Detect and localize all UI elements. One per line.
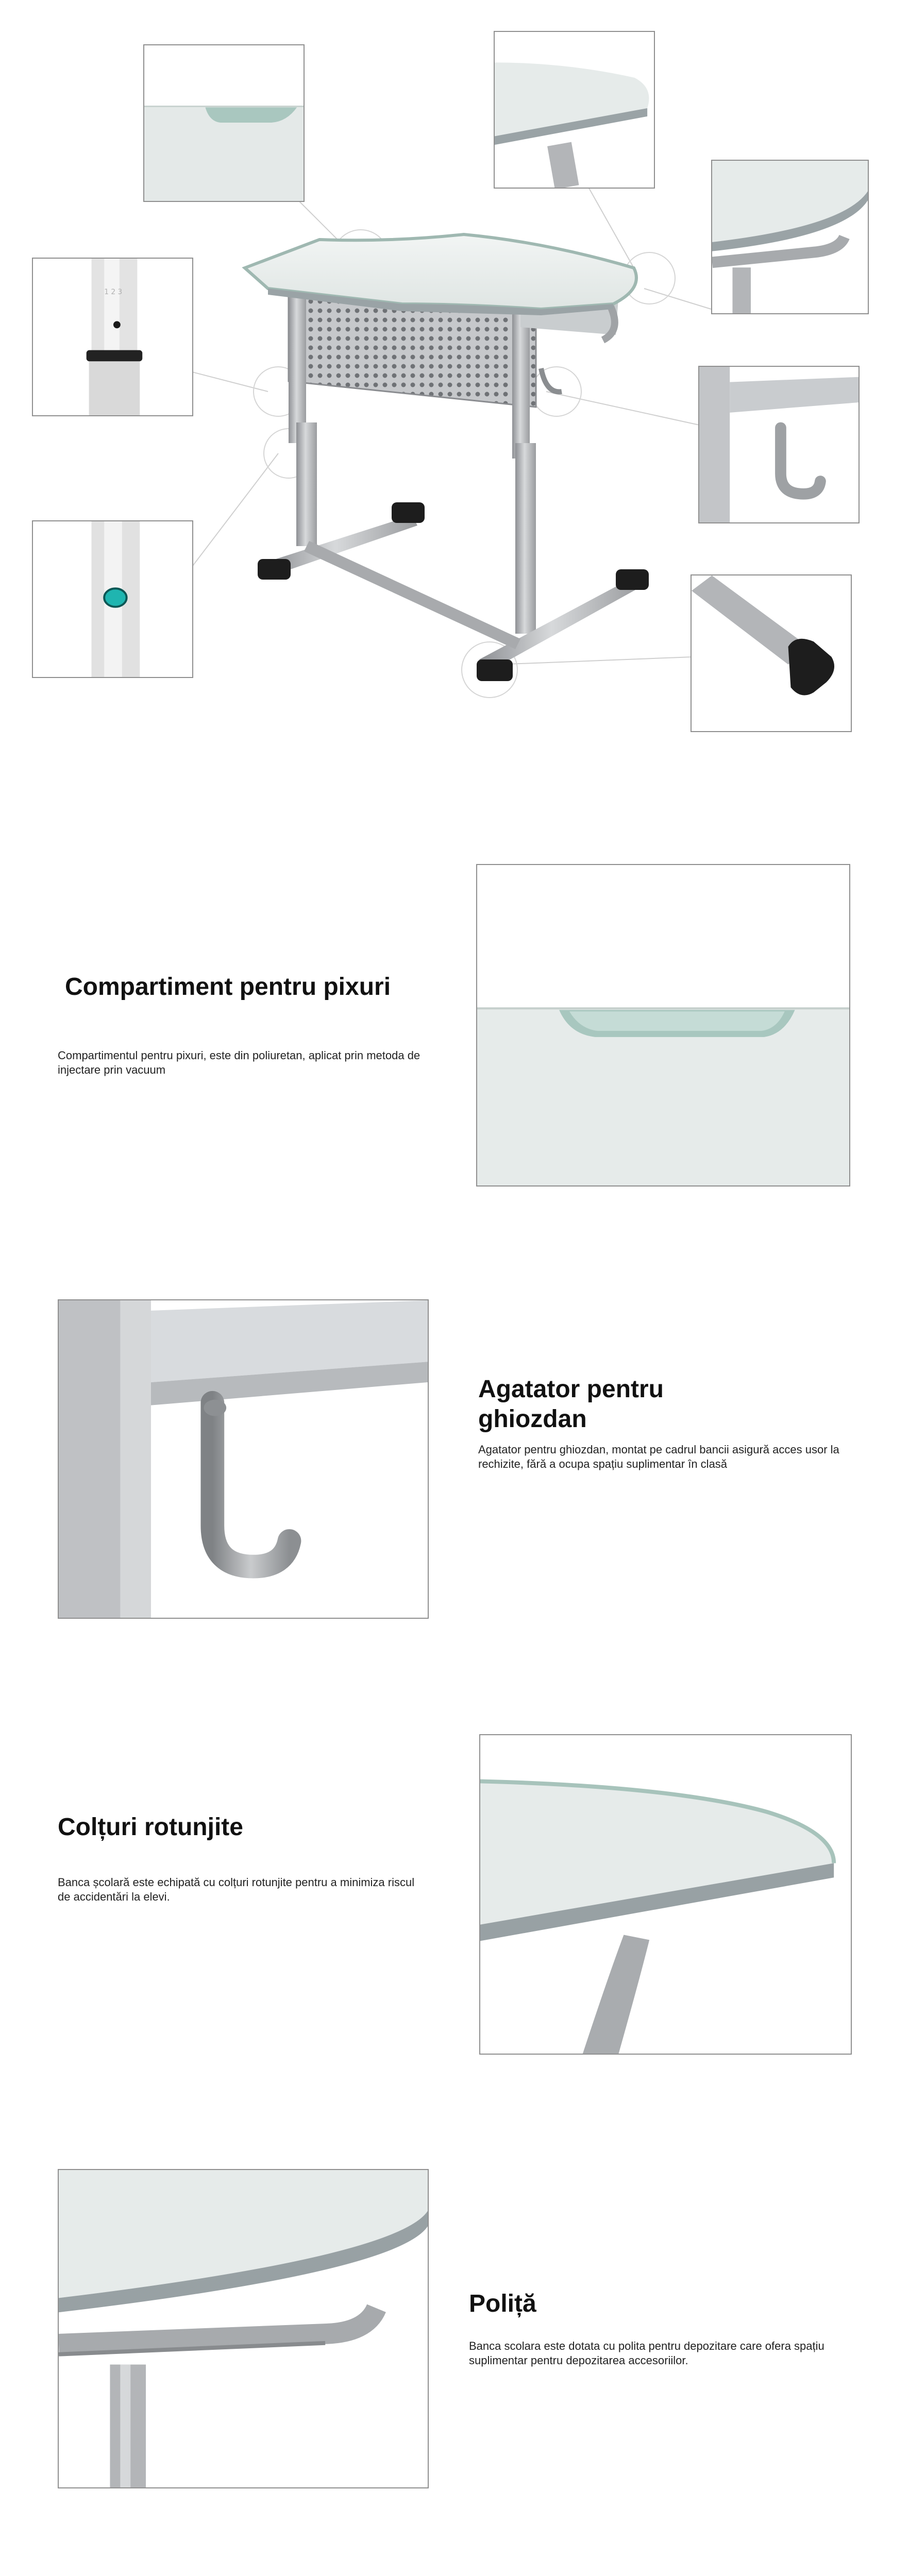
color-mark-closeup-icon <box>33 521 192 677</box>
bag-hook-title <box>478 1375 839 1434</box>
rounded-corners-title: Colțuri rotunjite <box>58 1814 243 1841</box>
pen-tray-image <box>476 864 850 1187</box>
shelf-image <box>58 2169 429 2488</box>
callout-engraved-mark <box>32 258 193 416</box>
shelf-title: Poliță <box>469 2290 536 2317</box>
pen-tray-image-icon <box>477 865 849 1185</box>
callout-shelf <box>711 160 869 314</box>
callout-plastic-cap <box>691 574 852 732</box>
callout-bag-hook <box>698 366 860 523</box>
rounded-corner-image <box>479 1734 852 2055</box>
svg-text:1 2 3: 1 2 3 <box>104 288 123 297</box>
bag-hook-description: Agatator pentru ghiozdan, montat pe cadrul bancii asigură acces usor la rechizite, fără a ocupa spațiu suplimentar în clasă <box>478 1443 839 1470</box>
pen-tray-description: Compartimentul pentru pixuri, este din poliuretan, aplicat prin metoda de injectare prin vacuum <box>58 1049 420 1076</box>
hero-section <box>0 0 909 742</box>
shelf-closeup-icon <box>712 161 868 313</box>
callout-pen-tray <box>143 44 305 202</box>
bag-hook-title-line1: Agatator pentru <box>478 1376 664 1403</box>
pen-tray-title: Compartiment pentru pixuri <box>65 973 391 1001</box>
bag-hook-image <box>58 1299 429 1619</box>
engraved-mark-closeup-icon <box>33 259 192 415</box>
pen-tray-closeup-icon <box>144 45 304 201</box>
shelf-description: Banca scolara este dotata cu polita pentru depozitare care ofera spațiu suplimentar pentru depozitarea accesoriilor. <box>469 2340 824 2367</box>
bag-hook-image-icon <box>59 1300 428 1618</box>
rounded-corners-description: Banca școlară este echipată cu colțuri rotunjite pentru a minimiza riscul de accidentări la elevi. <box>58 1876 415 1903</box>
shelf-image-icon <box>59 2170 428 2487</box>
plastic-cap-closeup-icon <box>692 575 851 731</box>
callout-color-mark <box>32 520 193 678</box>
bag-hook-title-line2: ghiozdan <box>478 1405 587 1433</box>
bag-hook-closeup-icon <box>699 367 858 522</box>
rounded-corner-closeup-icon <box>495 32 654 188</box>
callout-rounded-corner <box>494 31 655 189</box>
rounded-corner-image-icon <box>480 1735 851 2054</box>
